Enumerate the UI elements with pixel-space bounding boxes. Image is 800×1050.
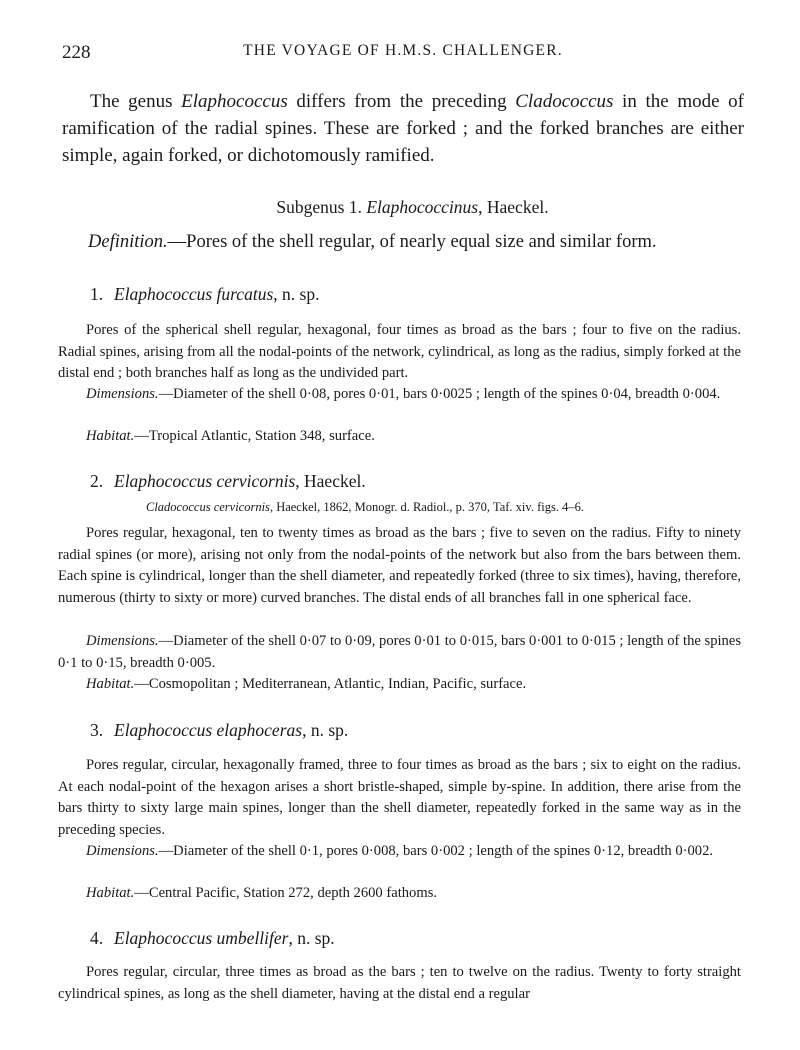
species-name: Elaphococcus cervicornis [114, 471, 296, 491]
species-dimensions: Dimensions.—Diameter of the shell 0·07 to 0·09, pores 0·01 to 0·015, bars 0·001 to 0·015 ; length of the spines 0·1 to 0·15, breadth 0·005. [58, 633, 742, 671]
species-dimensions: Dimensions.—Diameter of the shell 0·1, pores 0·008, bars 0·002 ; length of the spines 0·12, breadth 0·002. [86, 843, 714, 859]
species-heading: 2. Elaphococcus cervicornis, Haeckel. [90, 471, 366, 491]
subgenus-name: Elaphococcinus [366, 197, 479, 217]
definition-label: Definition. [88, 232, 168, 252]
species-habitat: Habitat.—Central Pacific, Station 272, depth 2600 fathoms. [86, 885, 438, 901]
species-name: Elaphococcus furcatus [114, 284, 274, 304]
species-description: Pores regular, hexagonal, ten to twenty times as broad as the bars ; five to seven on the radius. Fifty to ninety radial spines (or more), arising not only from the nodal-points of the network but also from the bars between them. Each spine is cylindrical, longer than the shell diameter, and repeatedly forked (three to six times), having, therefore, numerous (thirty to sixty or more) curved branches. The distal ends of all branches fall in one spherical face. [58, 525, 741, 606]
running-title: THE VOYAGE OF H.M.S. CHALLENGER. [243, 42, 563, 59]
genus-name: Elaphococcus [181, 91, 288, 112]
species-heading: 3. Elaphococcus elaphoceras, n. sp. [90, 720, 349, 740]
page-header [62, 42, 744, 66]
species-heading: 4. Elaphococcus umbellifer, n. sp. [90, 928, 335, 948]
definition: Definition.—Pores of the shell regular, of nearly equal size and similar form. [88, 232, 657, 252]
intro-paragraph: The genus Elaphococcus differs from the preceding Cladococcus in the mode of ramification of the radial spines. These are forked ; and the forked branches are either simple, again forked, or dichotomously ramified. [62, 91, 745, 166]
page-number: 228 [62, 42, 91, 63]
prev-genus-name: Cladococcus [515, 91, 614, 112]
species-description: Pores regular, circular, three times as broad as the bars ; ten to twelve on the radius. Twenty to forty straight cylindrical spines, as long as the shell diameter, having at the distal end a regular [58, 964, 741, 1002]
subgenus-heading: Subgenus 1. Elaphococcinus, Haeckel. [276, 197, 549, 217]
species-name: Elaphococcus elaphoceras [114, 720, 303, 740]
species-name: Elaphococcus umbellifer [114, 928, 289, 948]
species-habitat: Habitat.—Cosmopolitan ; Mediterranean, Atlantic, Indian, Pacific, surface. [86, 676, 527, 692]
species-description: Pores regular, circular, hexagonally framed, three to four times as broad as the bars ; six to eight on the radius. At each nodal-point of the hexagon arises a short bristle-shaped, simple by-spine. In addition, there arise from the bars thirty to sixty large main spines, longer than the shell diameter, repeatedly forked in the same way as in the preceding species. [58, 757, 741, 838]
synonym-reference: Cladococcus cervicornis, Haeckel, 1862, Monogr. d. Radiol., p. 370, Taf. xiv. figs. 4–6. [146, 500, 584, 514]
species-habitat: Habitat.—Tropical Atlantic, Station 348, surface. [86, 428, 375, 444]
species-description: Pores of the spherical shell regular, hexagonal, four times as broad as the bars ; four to five on the radius. Radial spines, arising from all the nodal-points of the network, cylindrical, as long as the radius, simply forked at the distal end ; both branches half as long as the undivided part. [58, 322, 741, 381]
species-heading: 1. Elaphococcus furcatus, n. sp. [90, 284, 320, 304]
species-dimensions: Dimensions.—Diameter of the shell 0·08, pores 0·01, bars 0·0025 ; length of the spines 0·04, breadth 0·004. [86, 386, 721, 402]
